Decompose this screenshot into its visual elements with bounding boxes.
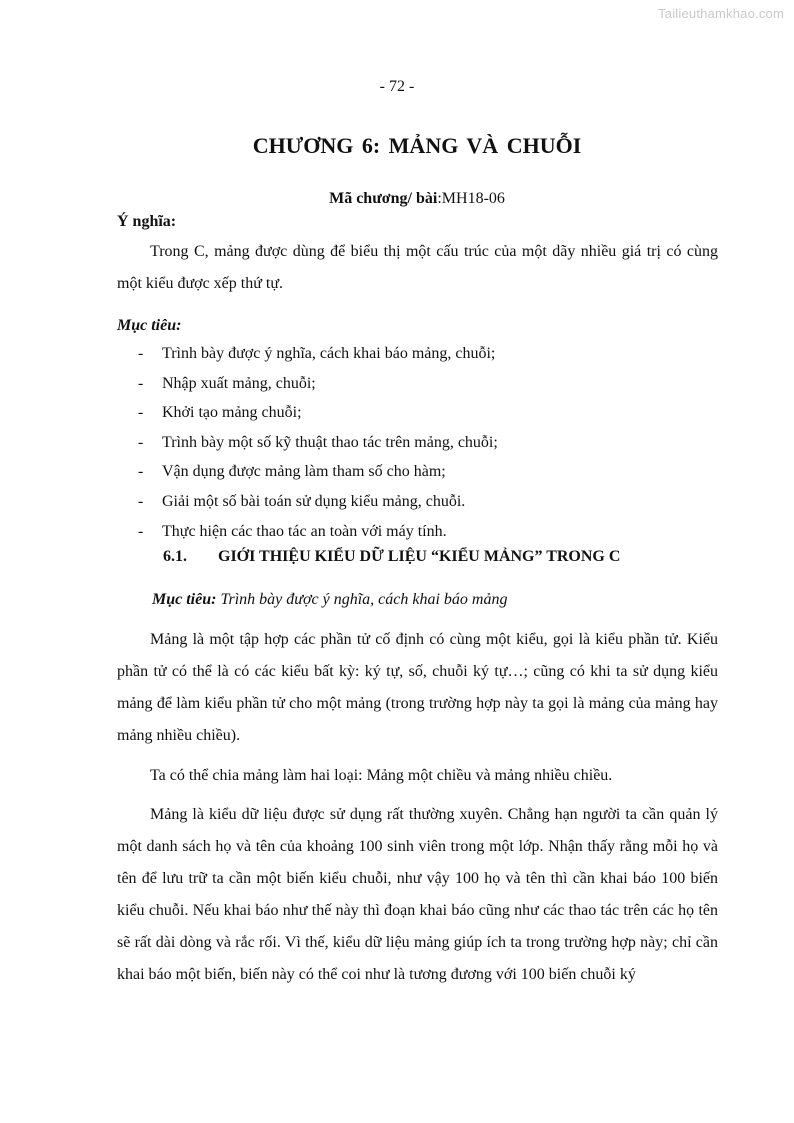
section-objective-text: Trình bày được ý nghĩa, cách khai báo mảng xyxy=(216,591,508,608)
list-item-text: Thực hiện các thao tác an toàn với máy tính. xyxy=(162,522,447,540)
chapter-code-label: Mã chương/ bài xyxy=(329,190,438,207)
list-item xyxy=(138,457,498,487)
chapter-code-value: :MH18-06 xyxy=(437,190,505,207)
section-objective xyxy=(152,591,507,609)
body-paragraph: Mảng là kiểu dữ liệu được sử dụng rất thường xuyên. Chẳng hạn người ta cần quản lý một danh sách họ và tên của khoảng 100 sinh viên trong một lớp. Nhận thấy rằng mỗi họ và tên để lưu trữ ta cần một biến kiểu chuỗi, như vậy 100 họ và tên thì cần khai báo 100 biến kiểu chuỗi. Nếu khai báo như thế này thì đoạn khai báo cũng như các thao tác trên các họ tên sẽ rất dài dòng và rắc rối. Vì thế, kiểu dữ liệu mảng giúp ích ta trong trường hợp này; chỉ cần khai báo một biến, biến này có thể coi như là tương đương với 100 biến chuỗi ký xyxy=(117,806,718,983)
section-number: 6.1. xyxy=(163,548,187,565)
list-item-text: Giải một số bài toán sử dụng kiểu mảng, chuỗi. xyxy=(162,492,466,510)
meaning-heading: Ý nghĩa: xyxy=(117,213,177,230)
chapter-title: CHƯƠNG 6: MẢNG VÀ CHUỖI xyxy=(252,133,582,158)
bullet-dash: - xyxy=(138,345,144,362)
list-item-text: Nhập xuất mảng, chuỗi; xyxy=(162,374,316,392)
list-item-text: Trình bày được ý nghĩa, cách khai báo mảng, chuỗi; xyxy=(162,345,496,362)
chapter-code xyxy=(0,190,794,208)
meaning-paragraph: Trong C, mảng được dùng để biểu thị một cấu trúc của một dãy nhiều giá trị có cùng một kiểu được xếp thứ tự. xyxy=(117,243,718,292)
list-item xyxy=(138,487,498,517)
list-item-text: Khởi tạo mảng chuỗi; xyxy=(162,404,302,422)
list-item xyxy=(138,428,498,458)
bullet-dash: - xyxy=(138,433,144,451)
section-objective-label: Mục tiêu: xyxy=(152,591,217,608)
section-title-text: GIỚI THIỆU KIỂU DỮ LIỆU “KIỂU MẢNG” TRONG C xyxy=(218,548,621,565)
body-paragraph: Ta có thể chia mảng làm hai loại: Mảng một chiều và mảng nhiều chiều. xyxy=(150,767,613,784)
list-item-text: Trình bày một số kỹ thuật thao tác trên mảng, chuỗi; xyxy=(162,433,498,451)
list-item xyxy=(138,398,498,428)
objectives-list xyxy=(138,339,498,546)
bullet-dash: - xyxy=(138,492,144,510)
bullet-dash: - xyxy=(138,404,144,422)
list-item xyxy=(138,339,498,369)
bullet-dash: - xyxy=(138,374,144,392)
list-item xyxy=(138,369,498,399)
watermark: Tailieuthamkhao.com xyxy=(658,6,784,21)
list-item xyxy=(138,517,498,547)
objectives-heading: Mục tiêu: xyxy=(117,317,182,334)
bullet-dash: - xyxy=(138,463,144,481)
list-item-text: Vận dụng được mảng làm tham số cho hàm; xyxy=(162,463,446,481)
page-number: - 72 - xyxy=(379,78,415,95)
body-paragraph: Mảng là một tập hợp các phần tử cố định có cùng một kiểu, gọi là kiểu phần tử. Kiểu phần tử có thể là có các kiểu bất kỳ: ký tự, số, chuỗi ký tự…; cũng có khi ta sử dụng kiểu mảng để làm kiểu phần tử cho một mảng (trong trường hợp này ta gọi là mảng của mảng hay mảng nhiều chiều). xyxy=(117,631,718,744)
bullet-dash: - xyxy=(138,522,144,540)
section-title xyxy=(163,548,620,566)
